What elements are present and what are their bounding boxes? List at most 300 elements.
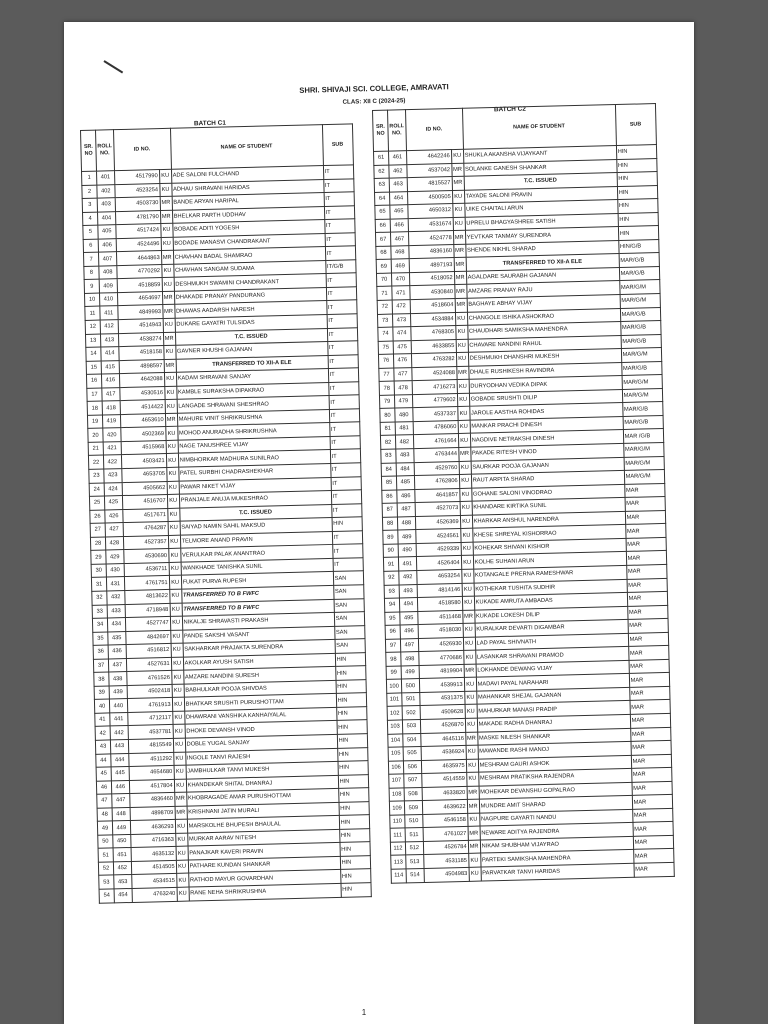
cell-sr: 82 [380,436,395,450]
cell-category: MR [465,732,477,746]
cell-roll: 496 [400,625,418,639]
cell-id: 4761526 [126,671,171,686]
cell-roll: 407 [98,252,116,266]
cell-id: 4502418 [127,684,172,699]
cell-id: 4526930 [418,637,463,652]
cell-sr: 35 [93,632,108,646]
cell-roll: 484 [396,462,414,476]
cell-name: DHAWAS AADARSH NARESH [174,301,326,318]
cell-roll: 443 [110,739,128,753]
cell-sub: HIN [337,747,367,761]
cell-roll: 474 [393,327,411,341]
cell-id: 4761664 [413,434,458,449]
cell-name: PATHARE KUNDAN SHANKAR [188,856,340,873]
cell-name: VERULKAR PALAK ANANTRAO [180,545,332,562]
cell-id: 4819904 [419,664,464,679]
cell-sub: IT/G/B [325,260,355,274]
cell-roll: 440 [109,699,127,713]
cell-name: SAKHARKAR PRAJAKTA SURENDRA [183,640,335,657]
cell-name: BOBADE ADITI YOGESH [172,220,324,237]
cell-id: 4531375 [419,691,464,706]
cell-id: 4716363 [130,833,175,848]
cell-id: 4517671 [122,508,167,523]
cell-id: 4526784 [423,840,468,855]
cell-sub: IT [331,503,361,517]
cell-id: 4536711 [124,562,169,577]
cell-sr: 74 [378,327,393,341]
cell-sub: IT [333,558,363,572]
cell-roll: 406 [98,238,116,252]
cell-sr: 91 [383,557,398,571]
cell-id: 4503730 [115,197,160,212]
cell-sub: HIN [337,734,367,748]
cell-sub: IT [330,436,360,450]
cell-roll: 403 [97,198,115,212]
col-sr: SR. NO [373,110,389,151]
cell-roll: 402 [97,184,115,198]
cell-sub: MAR [628,646,668,661]
cell-name: PARVATKAR TANVI HARIDAS [481,863,634,880]
cell-sr: 54 [99,889,114,903]
cell-name: T.C. ISSUED [179,504,331,521]
cell-name: DUKARE GAYATRI TULSIDAS [175,315,327,332]
cell-name: MADAVI PAYAL NARAHARI [476,674,629,691]
cell-name: BANDE ARYAN HARIPAL [172,193,324,210]
cell-roll: 488 [397,516,415,530]
cell-name: MAHURE VINIT SHRIKRUSHNA [177,409,329,426]
cell-name: DURYODHAN VEDIKA DIPAK [469,376,622,393]
cell-id: 4815527 [407,177,452,192]
cell-roll: 476 [393,354,411,368]
cell-sr: 22 [88,456,103,470]
cell-roll: 497 [400,638,418,652]
cell-sr: 96 [385,625,400,639]
cell-roll: 432 [107,591,125,605]
cell-name: PAKADE RITESH VINOD [470,443,623,460]
cell-name: GOHANE SALONI VINODRAO [471,484,624,501]
cell-name: T.C. ISSUED [464,173,617,190]
cell-sr: 34 [92,618,107,632]
col-sub: SUB [615,104,656,146]
cell-name: T.C. ISSUED [175,328,327,345]
cell-category: KU [165,427,177,441]
cell-category: MR [453,231,465,245]
cell-name: AKOLKAR AYUSH SATISH [183,653,335,670]
cell-sr: 75 [378,341,393,355]
cell-name: SOLANKE GANESH SHANKAR [463,159,616,176]
cell-roll: 465 [390,205,408,219]
cell-category: KU [172,697,184,711]
cell-sub: MAR [625,510,665,525]
cell-category: MR [462,610,474,624]
cell-sub: SAN [334,625,364,639]
cell-name: TRANSFERRED TO XII-A ELE [176,355,328,372]
cell-sub: HIN [340,856,370,870]
cell-id: 4524496 [116,237,161,252]
cell-roll: 505 [403,747,421,761]
cell-sr: 100 [386,679,401,693]
cell-name: SAIYAD NAMIN SAHIL MAKSUD [180,518,332,535]
cell-name: MESHRAM GAURI ASHOK [478,755,631,772]
cell-category: KU [460,501,472,515]
cell-sub: MAR/G/M [622,388,662,403]
cell-sub: MAR [628,632,668,647]
cell-sr: 68 [376,246,391,260]
cell-id: 4537042 [406,163,451,178]
cell-category: MR [453,244,465,258]
cell-id: 4530840 [409,285,454,300]
cell-id: 4518859 [117,278,162,293]
cell-roll: 418 [102,401,120,415]
cell-id: 4538274 [118,332,163,347]
cell-id: 4530516 [119,386,164,401]
cell-id: 4636293 [130,820,175,835]
cell-category: KU [464,691,476,705]
cell-id: 4768305 [410,326,455,341]
cell-name: MUNDRE AMIT SHARAD [479,796,632,813]
cell-sub: MAR [633,822,673,837]
cell-sr: 61 [374,151,389,165]
cell-roll: 469 [391,259,409,273]
cell-id: 4898597 [119,359,164,374]
cell-id: 4849993 [117,305,162,320]
cell-category: KU [453,217,465,231]
cell-sub: MAR [630,700,670,715]
cell-sub: HIN [618,226,658,241]
cell-sr: 73 [377,314,392,328]
cell-name: CHAVARE NANDINI RAHUL [468,335,621,352]
cell-sub: SAN [333,571,363,585]
cell-roll: 434 [107,618,125,632]
cell-name: AMZARE NANDINI SURESH [183,667,335,684]
cell-sr: 112 [390,842,405,856]
cell-sub: MAR [633,835,673,850]
cell-sr: 86 [382,490,397,504]
cell-id: 4529760 [414,461,459,476]
cell-roll: 513 [406,855,424,869]
cell-roll: 444 [111,753,129,767]
cell-name: LASANKAR SHRAVANI PRAMOD [475,647,628,664]
cell-category: MR [468,840,480,854]
cell-category: KU [456,352,468,366]
cell-sr: 98 [386,652,401,666]
cell-id: 4511292 [128,752,173,767]
cell-sub: HIN [618,212,658,227]
cell-id: 4836460 [129,793,174,808]
table-header-row [81,124,353,172]
cell-id: 4639622 [422,800,467,815]
cell-sr: 108 [389,788,404,802]
cell-roll: 410 [99,293,117,307]
cell-roll: 447 [112,794,130,808]
cell-category: KU [457,380,469,394]
cell-id: 4642246 [406,150,451,165]
cell-id: 4770292 [116,264,161,279]
cell-sub: IT [328,382,358,396]
cell-id: 4539913 [419,678,464,693]
cell-name: DHAWRANI VANSHIKA KANHAIYALAL [184,707,336,724]
batch-c2-table [372,103,674,883]
cell-sr: 4 [83,212,98,226]
cell-id: 4654680 [129,765,174,780]
cell-name: MAWANDE RASHI MANOJ [478,741,631,758]
cell-name: SAURKAR POOJA GAJANAN [471,457,624,474]
cell-category: KU [458,434,470,448]
cell-category: KU [452,190,464,204]
cell-id: 4770686 [418,651,463,666]
cell-category: KU [168,521,180,535]
cell-roll: 412 [100,320,118,334]
cell-category: MR [162,305,174,319]
cell-roll: 466 [390,218,408,232]
cell-roll: 419 [102,414,120,428]
cell-id: 4517424 [115,224,160,239]
cell-sr: 81 [380,422,395,436]
cell-roll: 415 [101,360,119,374]
cell-sr: 51 [98,848,113,862]
cell-category: KU [462,583,474,597]
cell-sr: 102 [387,706,402,720]
cell-sr: 83 [381,449,396,463]
cell-sub: HIN [335,652,365,666]
cell-category: KU [159,169,171,183]
cell-sub: MAR/G/M [622,375,662,390]
cell-id: 4836160 [408,244,453,259]
cell-sub: MAR/G/M [624,470,664,485]
cell-sub: IT [327,341,357,355]
cell-roll: 417 [102,387,120,401]
cell-name: CHANGOLE ISHIKA ASHOKRAO [467,308,620,325]
cell-roll: 467 [390,232,408,246]
cell-sub: IT [324,219,354,233]
cell-id: 4526870 [420,718,465,733]
cell-sr: 16 [86,374,101,388]
col-roll: ROLL NO. [96,130,115,171]
cell-name: GAVNER KHUSHI GAJANAN [175,342,327,359]
cell-category: MR [454,271,466,285]
cell-sr: 3 [82,198,97,212]
cell-sr: 85 [381,476,396,490]
cell-name: KOHEKAR SHIVANI KISHOR [473,538,626,555]
cell-roll: 426 [105,509,123,523]
cell-roll: 483 [396,449,414,463]
cell-category: KU [459,488,471,502]
cell-name: NAGDIVE NETRAKSHI DINESH [470,430,623,447]
cell-name: NAGPURE GAYARTI NANDU [479,809,632,826]
cell-name: KADAM SHRAVANI SANJAY [176,369,328,386]
cell-name: MURKAR AARAV NITESH [187,829,339,846]
cell-roll: 482 [395,435,413,449]
cell-sub: HIN [340,842,370,856]
cell-id: 4527631 [126,657,171,672]
cell-roll: 489 [398,530,416,544]
cell-sub: MAR/G/B [621,361,661,376]
cell-id: 4514505 [131,860,176,875]
cell-category: KU [455,312,467,326]
cell-sub: HIN [332,517,362,531]
cell-sub: HIN [336,693,366,707]
cell-category: MR [458,447,470,461]
cell-sr: 67 [375,232,390,246]
batch-c1-label: BATCH C1 [193,119,226,128]
cell-category: KU [172,711,184,725]
cell-category: KU [171,670,183,684]
cell-sr: 99 [386,666,401,680]
cell-sr: 26 [90,510,105,524]
cell-name: KAMBLE SURAKSHA DIPAKRAO [176,382,328,399]
cell-sr: 95 [385,612,400,626]
cell-sub: HIN [339,801,369,815]
cell-roll: 420 [103,428,121,442]
cell-roll: 512 [405,841,423,855]
cell-sub: HIN [337,720,367,734]
cell-category: KU [163,345,175,359]
cell-roll: 449 [112,821,130,835]
cell-sub: IT [330,449,360,463]
cell-category: KU [462,596,474,610]
cell-name: NIMBHORKAR MADHURA SUNILRAO [178,450,330,467]
page-number: 1 [361,1008,367,1017]
cell-id: 4763444 [413,448,458,463]
cell-roll: 401 [97,171,115,185]
cell-category: MR [467,799,479,813]
cell-name: PAWAR NIKET VIJAY [179,477,331,494]
cell-name: MAHURKAR MANASI PRADIP [477,701,630,718]
cell-name: WANKHADE TANISHKA SUNIL [181,558,333,575]
cell-category: MR [468,826,480,840]
cell-id: 4514422 [120,400,165,415]
cell-category: KU [164,386,176,400]
cell-roll: 506 [403,760,421,774]
cell-roll: 421 [103,442,121,456]
cell-sub: HIN [340,869,370,883]
cell-roll: 450 [113,834,131,848]
cell-sub: MAR [625,497,665,512]
cell-roll: 428 [105,536,123,550]
batch-c2-label: BATCH C2 [493,105,526,114]
cell-roll: 481 [395,422,413,436]
cell-category: KU [455,325,467,339]
cell-category: KU [176,874,188,888]
cell-id: 4718948 [125,603,170,618]
cell-sub: HIN [616,145,656,160]
cell-roll: 511 [405,828,423,842]
cell-roll: 493 [399,584,417,598]
cell-category: KU [466,745,478,759]
cell-category: MR [454,258,466,272]
cell-sr: 111 [390,828,405,842]
cell-sr: 29 [91,550,106,564]
cell-id: 4815549 [128,738,173,753]
cell-id: 4526404 [416,556,461,571]
cell-id: 4546158 [422,813,467,828]
cell-category: KU [458,420,470,434]
cell-sr: 8 [84,266,99,280]
cell-id: 4527357 [123,535,168,550]
cell-sr: 113 [391,855,406,869]
cell-category: KU [459,461,471,475]
cell-name: DHOKE DEVANSH VINOD [185,721,337,738]
cell-category: MR [161,251,173,265]
cell-category: MR [467,786,479,800]
cell-name: BHELKAR PARTH UDDHAV [172,206,324,223]
cell-roll: 498 [401,652,419,666]
cell-name: MANKAR PRACHI DINESH [470,416,623,433]
cell-name: GOBADE SRUSHTI DILIP [469,389,622,406]
cell-name: NIKAM SHUBHAM VIJAYRAO [480,836,633,853]
cell-category: KU [171,657,183,671]
cell-sub: IT [331,490,361,504]
cell-sr: 110 [390,815,405,829]
cell-sr: 63 [374,178,389,192]
cell-name: KHOBRAGADE AMAR PURUSHOTTAM [186,789,338,806]
cell-sr: 107 [389,774,404,788]
cell-sub: IT [326,273,356,287]
cell-name: JAROLE AASTHA ROHIDAS [469,403,622,420]
cell-category: MR [451,163,463,177]
cell-name: NEWARE ADITYA RAJENDRA [480,823,633,840]
cell-sub: IT [327,314,357,328]
cell-roll: 424 [104,482,122,496]
cell-category: KU [461,542,473,556]
cell-category: MR [452,176,464,190]
cell-sub: MAR /G/B [623,429,663,444]
cell-name: UPRELU BHAGYASHREE SATISH [465,213,618,230]
cell-category: KU [460,528,472,542]
cell-sub: HIN [617,185,657,200]
cell-id: 4537781 [128,725,173,740]
cell-id: 4524088 [411,366,456,381]
cell-name: SHUKLA AKANSHA VIJAYKANT [463,146,616,163]
cell-sr: 14 [86,347,101,361]
cell-category: KU [160,223,172,237]
cell-sr: 2 [82,185,97,199]
cell-sub: HIN [336,707,366,721]
cell-id: 4524778 [408,231,453,246]
cell-sr: 5 [83,225,98,239]
cell-id: 4813622 [124,589,169,604]
cell-id: 4518030 [418,624,463,639]
cell-sub: MAR [628,619,668,634]
cell-sub: HIN [336,679,366,693]
cell-id: 4786060 [413,420,458,435]
cell-id: 4642088 [119,373,164,388]
cell-sub: IT [331,476,361,490]
cell-sub: MAR [626,564,666,579]
cell-roll: 431 [106,577,124,591]
cell-category: KU [172,684,184,698]
cell-roll: 507 [404,774,422,788]
cell-category: KU [169,576,181,590]
cell-sub: MAR [625,524,665,539]
cell-sr: 23 [89,469,104,483]
cell-id: 4529339 [416,542,461,557]
cell-roll: 416 [101,374,119,388]
cell-id: 4505662 [122,481,167,496]
cell-sr: 64 [375,192,390,206]
cell-category: KU [463,623,475,637]
cell-roll: 462 [389,164,407,178]
cell-sr: 10 [84,293,99,307]
cell-sub: HIN [338,774,368,788]
cell-roll: 413 [100,333,118,347]
cell-sub: HIN [338,788,368,802]
cell-sr: 13 [85,334,100,348]
cell-roll: 425 [104,496,122,510]
cell-id: 4897193 [409,258,454,273]
cell-sr: 28 [90,537,105,551]
cell-category: MR [164,359,176,373]
